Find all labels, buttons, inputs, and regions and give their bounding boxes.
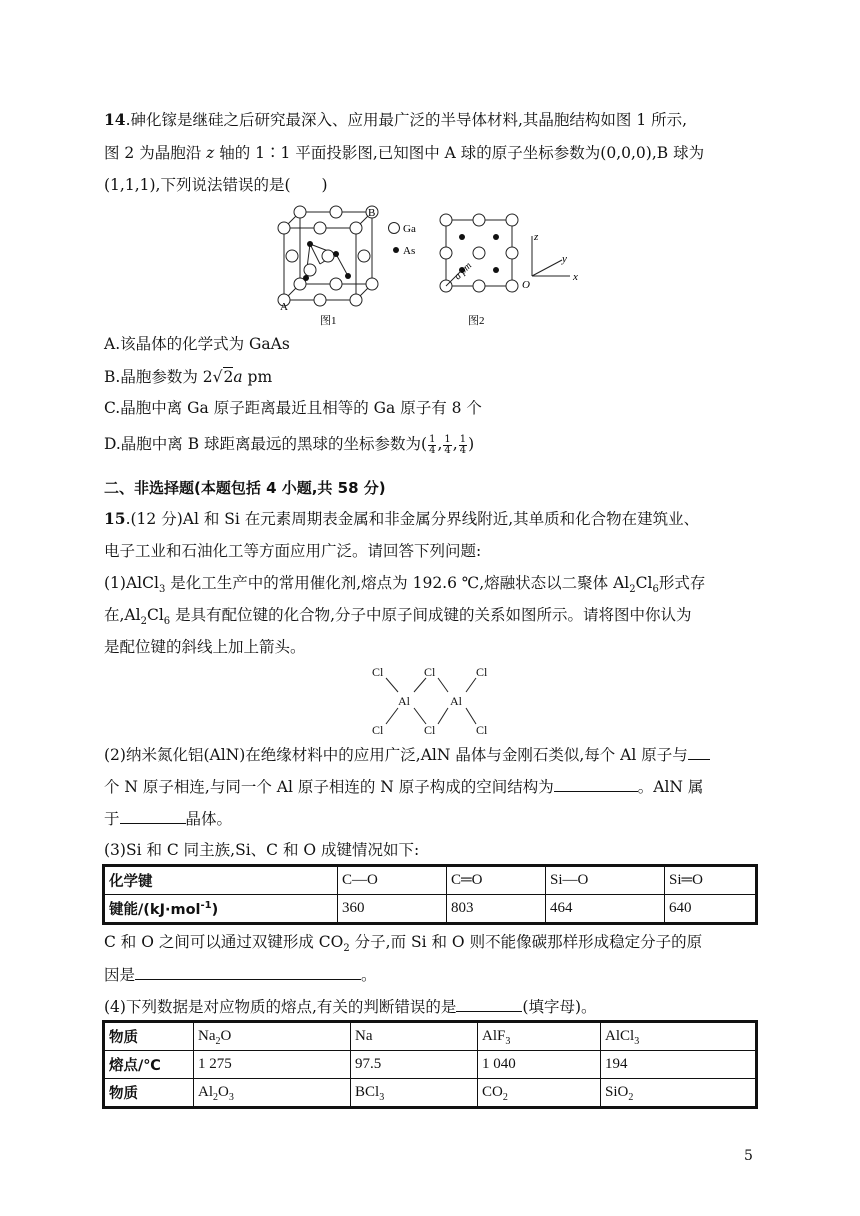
table-cell: 464 [546,895,665,924]
table-cell: C═O [447,866,546,895]
table-cell: $Na_2O$ [194,1022,351,1051]
q15-part4-line1: (4)下列数据是对应物质的熔点,有关的判断错误的是 (填字母)。 [104,998,597,1016]
answer-blank[interactable] [554,776,638,792]
q15-part1-line1: (1)AlCl$_3$ 是化工生产中的常用催化剂,熔点为 192.6 ℃,熔融状态以二聚体 $Al_2Cl_6$形式存 [104,574,706,596]
table-cell: 键能/(kJ·mol$^{-1}$) [104,895,338,924]
cl-label: Cl [372,665,384,679]
section-heading: 二、非选择题(本题包括 4 小题,共 58 分) [104,479,386,497]
table-cell: 物质 [104,1022,194,1051]
table-cell: SiO$_2$ [601,1079,757,1108]
table-cell: AlCl$_3$ [601,1022,757,1051]
page-number: 5 [744,1148,753,1164]
q15-part2-line3: 于 晶体。 [104,810,233,828]
table-cell: AlF$_3$ [478,1022,601,1051]
q15-intro-line2: 电子工业和石油化工等方面应用广泛。请回答下列问题: [104,542,482,560]
table-cell: 1 040 [478,1051,601,1079]
table-row [104,1051,757,1079]
answer-blank[interactable] [688,744,710,760]
table-cell: 熔点/℃ [104,1051,194,1079]
q15-part3-line2: C 和 O 之间可以通过双键形成 $CO_2$ 分子,而 Si 和 O 则不能像碳那样形成稳定分子的原 [104,933,703,955]
melting-point-table [102,1020,758,1109]
q15-part3-line3: 因是 。 [104,966,377,984]
table-cell: $CO_2$ [478,1079,601,1108]
table-cell: 物质 [104,1079,194,1108]
q14-line2: 图 2 为晶胞沿 z 轴的 1∶1 平面投影图,已知图中 A 球的原子坐标参数为(0,0,0),B 球为 [104,144,705,162]
projection-label: a pm [452,260,475,283]
table-cell: 97.5 [351,1051,478,1079]
q15-part1-line2: 在$,Al_2Cl_6$ 是具有配位键的化合物,分子中原子间成键的关系如图所示。请将图中你认为 [104,606,692,628]
table-cell: 803 [447,895,546,924]
cl-label: Cl [476,723,488,737]
q14-line3: (1,1,1),下列说法错误的是( ) [104,176,328,194]
table-cell: Si═O [665,866,757,895]
crystal-figure [270,200,600,328]
q14-option-a: A.该晶体的化学式为 GaAs [104,335,290,353]
q15-intro-line1: 15.(12 分)Al 和 Si 在元素周期表金属和非金属分界线附近,其单质和化合物在建筑业、 [104,509,700,528]
table-cell: 1 275 [194,1051,351,1079]
table-cell: Si—O [546,866,665,895]
table-cell: BCl$_3$ [351,1079,478,1108]
caption-fig2: 图2 [468,315,485,327]
table-cell: 化学键 [104,866,338,895]
q14-option-b: B.晶胞参数为 2√2a pm [104,368,273,386]
answer-blank[interactable] [120,808,186,824]
cl-label: Cl [372,723,384,737]
cl-label: Cl [424,665,436,679]
answer-blank[interactable] [456,996,522,1012]
legend-ga: Ga [403,223,416,235]
al-label: Al [450,694,462,708]
al-label: Al [398,694,410,708]
table-cell: $Al_2O_3$ [194,1079,351,1108]
cl-label: Cl [424,723,436,737]
bond-energy-table [102,864,758,925]
q15-part1-line3: 是配位键的斜线上加上箭头。 [104,638,306,656]
dimer-diagram [362,662,502,740]
table-cell: C—O [338,866,447,895]
table-cell: 194 [601,1051,757,1079]
axis-z-label: z [534,231,539,243]
answer-blank[interactable] [135,964,361,980]
legend-as: As [403,245,416,257]
table-row [104,1022,757,1051]
q15-part3-line1: (3)Si 和 C 同主族,Si、C 和 O 成键情况如下: [104,841,420,859]
table-row [104,866,757,895]
q14-option-c: C.晶胞中离 Ga 原子距离最近且相等的 Ga 原子有 8 个 [104,399,482,417]
cl-label: Cl [476,665,488,679]
caption-fig1: 图1 [320,315,337,327]
table-cell: 360 [338,895,447,924]
table-cell: 640 [665,895,757,924]
axis-x-label: x [573,271,578,283]
axis-origin-label: O [522,279,530,291]
q14-option-d: D.晶胞中离 B 球距离最远的黑球的坐标参数为( $\frac{1}{4}$ , $\frac{1}{4}$ , $\frac{1}{4}$ ) [104,433,475,456]
table-row [104,1079,757,1108]
atom-a-label: A [280,301,288,313]
q14-line1: 14.砷化镓是继硅之后研究最深入、应用最广泛的半导体材料,其晶胞结构如图 1 所示, [104,110,688,129]
atom-b-label: B [368,207,376,219]
axis-y-label: y [562,253,567,265]
q15-part2-line1: (2)纳米氮化铝(AlN)在绝缘材料中的应用广泛,AlN 晶体与金刚石类似,每个 Al 原子与 [104,744,710,765]
table-row [104,895,757,924]
table-cell: Na [351,1022,478,1051]
q15-part2-line2: 个 N 原子相连,与同一个 Al 原子相连的 N 原子构成的空间结构为 。AlN 属 [104,778,704,796]
